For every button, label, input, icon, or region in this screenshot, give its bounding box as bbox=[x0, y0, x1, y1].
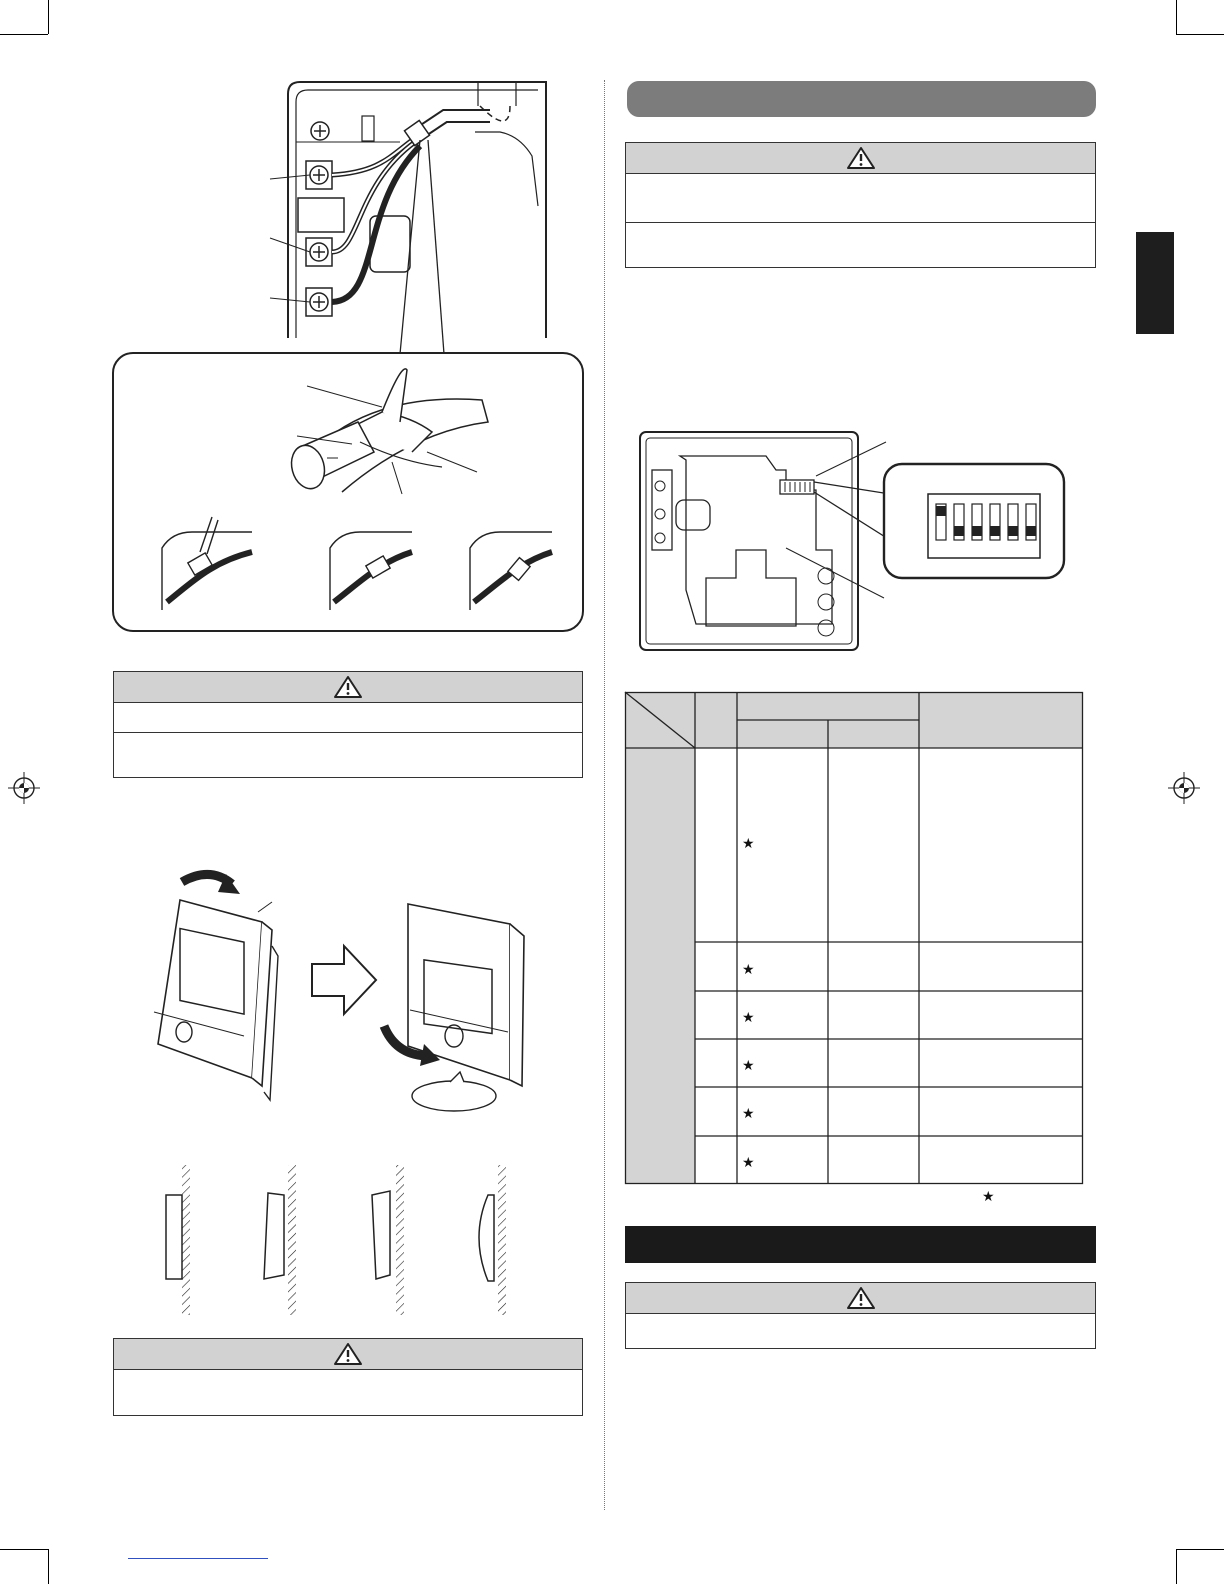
star-icon: ★ bbox=[742, 1009, 755, 1025]
caution-header bbox=[114, 1339, 582, 1370]
section-header-bar bbox=[627, 81, 1096, 117]
caution-header bbox=[114, 672, 582, 703]
dip-switch-board-illustration bbox=[636, 430, 1068, 654]
warning-triangle-icon bbox=[846, 1286, 876, 1310]
star-icon: ★ bbox=[742, 961, 755, 977]
star-icon: ★ bbox=[742, 1105, 755, 1121]
warning-triangle-icon bbox=[333, 675, 363, 699]
footer-underline bbox=[128, 1558, 268, 1559]
caution-box-left-1 bbox=[113, 671, 583, 778]
caution-header bbox=[626, 1283, 1095, 1314]
caution-row bbox=[626, 223, 1095, 267]
section-header-bar-dark bbox=[625, 1226, 1096, 1263]
star-icon: ★ bbox=[742, 1057, 755, 1073]
caution-row bbox=[114, 733, 582, 777]
caution-box-right-1 bbox=[625, 142, 1096, 268]
caution-box-left-2 bbox=[113, 1338, 583, 1416]
caution-row bbox=[626, 1314, 1095, 1349]
wall-mount-views-illustration bbox=[160, 1165, 520, 1317]
caution-row bbox=[114, 1370, 582, 1416]
warning-triangle-icon bbox=[846, 146, 876, 170]
caution-box-right-2 bbox=[625, 1282, 1096, 1349]
caution-row bbox=[626, 174, 1095, 223]
caution-row bbox=[114, 703, 582, 733]
star-legend-icon: ★ bbox=[982, 1188, 995, 1204]
caution-header bbox=[626, 143, 1095, 174]
warning-triangle-icon bbox=[333, 1342, 363, 1366]
star-icon: ★ bbox=[742, 835, 755, 851]
controller-attach-illustration bbox=[140, 860, 540, 1116]
star-icon: ★ bbox=[742, 1154, 755, 1170]
cable-tie-detail-box bbox=[112, 352, 584, 632]
dip-switch-table bbox=[625, 692, 1083, 1184]
